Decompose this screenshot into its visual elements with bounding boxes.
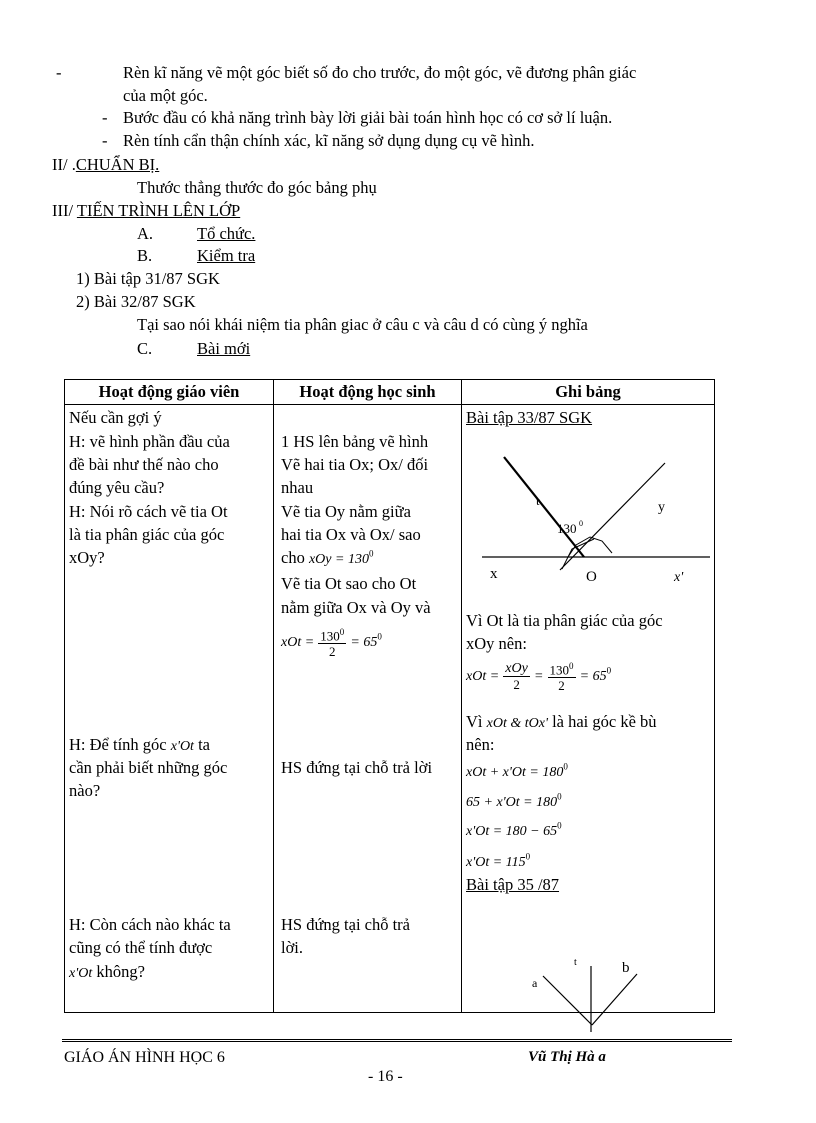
teacher-q3-post: không? — [96, 962, 145, 981]
board-column — [462, 405, 715, 1013]
supp-math: xOt & tOx' — [486, 716, 548, 731]
student-line: Vẽ tia Ot sao cho Ot — [281, 574, 417, 593]
board-equation-1: xOt = $\frac{\text{xOy}}{2}$ = $\frac{130^0}{2}$ = $65^0$ — [466, 660, 612, 694]
student-cho-line: cho xOy = $130^0$ — [281, 548, 374, 567]
student-answer-1: HS đứng tại chỗ trả lời — [281, 758, 433, 777]
teacher-line: H: Nói rõ cách vẽ tia Ot — [69, 502, 228, 521]
ray-a — [543, 976, 592, 1025]
eq2-text: xOt + x'Ot = 180 — [466, 765, 564, 780]
eq5-text: x'Ot = 115 — [466, 855, 526, 870]
teacher-q2-text: H: Để tính góc — [69, 735, 167, 754]
teacher-line: nào? — [69, 781, 101, 800]
lesson-table — [64, 379, 715, 1013]
student-line: Vẽ tia Oy nằm giữa — [281, 502, 411, 521]
objective-3-bullet: - — [102, 131, 108, 150]
label-a: a — [532, 976, 538, 990]
teacher-line: là tia phân giác của góc — [69, 525, 225, 544]
student-line: nhau — [281, 478, 314, 497]
check-question: Tại sao nói khái niệm tia phân giac ở câu c và câu d có cùng ý nghĩa — [137, 315, 588, 334]
teacher-line: đúng yêu cầu? — [69, 478, 165, 497]
teacher-line: H: Còn cách nào khác ta — [69, 915, 231, 934]
teacher-line: H: vẽ hình phần đầu của — [69, 432, 230, 451]
student-line: nằm giữa Ox và Oy và — [281, 598, 431, 617]
student-answer-2: HS đứng tại chỗ trả — [281, 915, 411, 934]
page-number: - 16 - — [368, 1068, 403, 1085]
eq1-den2: 2 — [558, 678, 565, 694]
eq-rhs: = 65 — [350, 634, 378, 650]
student-line: hai tia Ox và Ox/ sao — [281, 525, 421, 544]
label-x: x — [490, 566, 498, 582]
teacher-line: cũng có thể tính được — [69, 938, 213, 957]
eq1-lhs: xOt = — [466, 668, 500, 684]
board-bisector-line2: xOy nên: — [466, 634, 527, 653]
ray-oy — [560, 463, 665, 570]
section-3-heading — [52, 201, 240, 221]
teacher-line: đề bài như thế nào cho — [69, 455, 219, 474]
section-2-heading — [52, 155, 159, 175]
section-2-title: CHUẨN BỊ. — [75, 155, 160, 174]
eq3-text: 65 + x'Ot = 180 — [466, 795, 558, 810]
eq1-den1: 2 — [513, 676, 520, 692]
student-fraction-equation: xOt = $\frac{130^0}{2}$ = $65^0$ — [281, 627, 382, 660]
label-y: y — [658, 500, 665, 515]
header-student: Hoạt động học sinh — [274, 380, 462, 405]
objective-dash: - — [56, 63, 62, 82]
board-equation-3: $65 + x'Ot = 180^0$ — [466, 791, 562, 810]
footer-title: GIÁO ÁN HÌNH HỌC 6 — [64, 1049, 225, 1066]
objective-1-line2: của một góc. — [123, 86, 208, 105]
label-xprime: x' — [674, 570, 684, 585]
step-c-letter: C. — [137, 339, 153, 358]
exercise-1: 1) Bài tập 31/87 SGK — [76, 269, 220, 288]
section-2-number: II/ . — [52, 155, 76, 174]
label-130: 130 — [557, 521, 577, 536]
section-3-number: III/ — [52, 201, 74, 220]
teacher-question-3-end — [69, 962, 145, 982]
student-answer-2b: lời. — [281, 938, 304, 957]
step-b-text: Kiểm tra — [197, 246, 256, 265]
exercise-33-title: Bài tập 33/87 SGK — [466, 408, 593, 427]
eq1-rhs: = 65 — [579, 668, 607, 684]
objective-1-line1: Rèn kĩ năng vẽ một góc biết số đo cho trước, đo một góc, vẽ đương phân giác — [123, 63, 637, 82]
student-column — [274, 405, 462, 1013]
board-supp-line2: nên: — [466, 735, 495, 754]
board-supplementary — [466, 712, 657, 732]
student-cho: cho — [281, 548, 305, 567]
objective-2-bullet: - — [102, 108, 108, 127]
board-equation-2: xOt + $x'Ot = 180^0$ — [466, 761, 568, 780]
ray-ot — [504, 457, 584, 557]
exercise-35-title: Bài tập 35 /87 — [466, 875, 560, 894]
label-t: t — [536, 493, 540, 508]
eq4-text: x'Ot = 180 − 65 — [466, 824, 558, 839]
ray-b — [592, 974, 637, 1025]
teacher-line: xOy? — [69, 548, 105, 567]
step-a-letter: A. — [137, 224, 154, 243]
step-b-letter: B. — [137, 246, 153, 265]
student-line: 1 HS lên bảng vẽ hình — [281, 432, 429, 451]
label-degree: 0 — [579, 519, 583, 528]
footer-author: Vũ Thị Hà a — [528, 1049, 606, 1065]
teacher-question-2 — [69, 735, 210, 755]
teacher-column — [65, 405, 274, 1013]
objective-2: Bước đầu có khả năng trình bày lời giải bài toán hình học có cơ sở lí luận. — [123, 108, 613, 127]
eq-numerator: 130 — [320, 628, 340, 644]
exercise-2: 2) Bài 32/87 SGK — [76, 292, 196, 311]
student-line: Vẽ hai tia Ox; Ox/ đối — [281, 455, 429, 474]
footer-rule — [62, 1039, 732, 1042]
section-3-title: TIẾN TRÌNH LÊN LỚP — [76, 201, 241, 220]
objective-3: Rèn tính cẩn thận chính xác, kĩ năng sở dụng dụng cụ vẽ hình. — [123, 131, 535, 150]
teacher-q2-post: ta — [198, 735, 210, 754]
board-equation-5: $x'Ot = 115^0$ — [466, 851, 531, 870]
step-c-text: Bài mới — [197, 339, 251, 358]
supp-post: là hai góc kề bù — [552, 712, 657, 731]
label-o: O — [586, 569, 597, 585]
angle-figure-35 — [462, 950, 714, 1040]
teacher-line: Nếu cần gợi ý — [69, 408, 162, 427]
angle-symbol: x'Ot — [170, 739, 194, 754]
header-board: Ghi bảng — [462, 380, 715, 405]
supp-pre: Vì — [466, 712, 483, 731]
eq-denominator: 2 — [329, 644, 336, 660]
angle-equation: xOy = 130 — [308, 552, 369, 567]
step-a-text: Tổ chức. — [197, 224, 256, 243]
angle-symbol: x'Ot — [69, 966, 93, 981]
teacher-line: cần phải biết những góc — [69, 758, 228, 777]
section-2-content: Thước thẳng thước đo góc bảng phụ — [137, 178, 377, 197]
label-b: b — [622, 960, 630, 976]
angle-figure-33 — [462, 427, 714, 597]
board-equation-4: $x'Ot = 180 - 65^0$ — [466, 820, 562, 839]
header-teacher: Hoạt động giáo viên — [65, 380, 274, 405]
eq-lhs: xOt = — [281, 634, 315, 650]
label-t2: t — [574, 957, 577, 968]
eq1-num1: xOy — [505, 660, 528, 676]
eq1-num2: 130 — [549, 662, 570, 678]
board-bisector-line1: Vì Ot là tia phân giác của góc — [466, 611, 663, 630]
